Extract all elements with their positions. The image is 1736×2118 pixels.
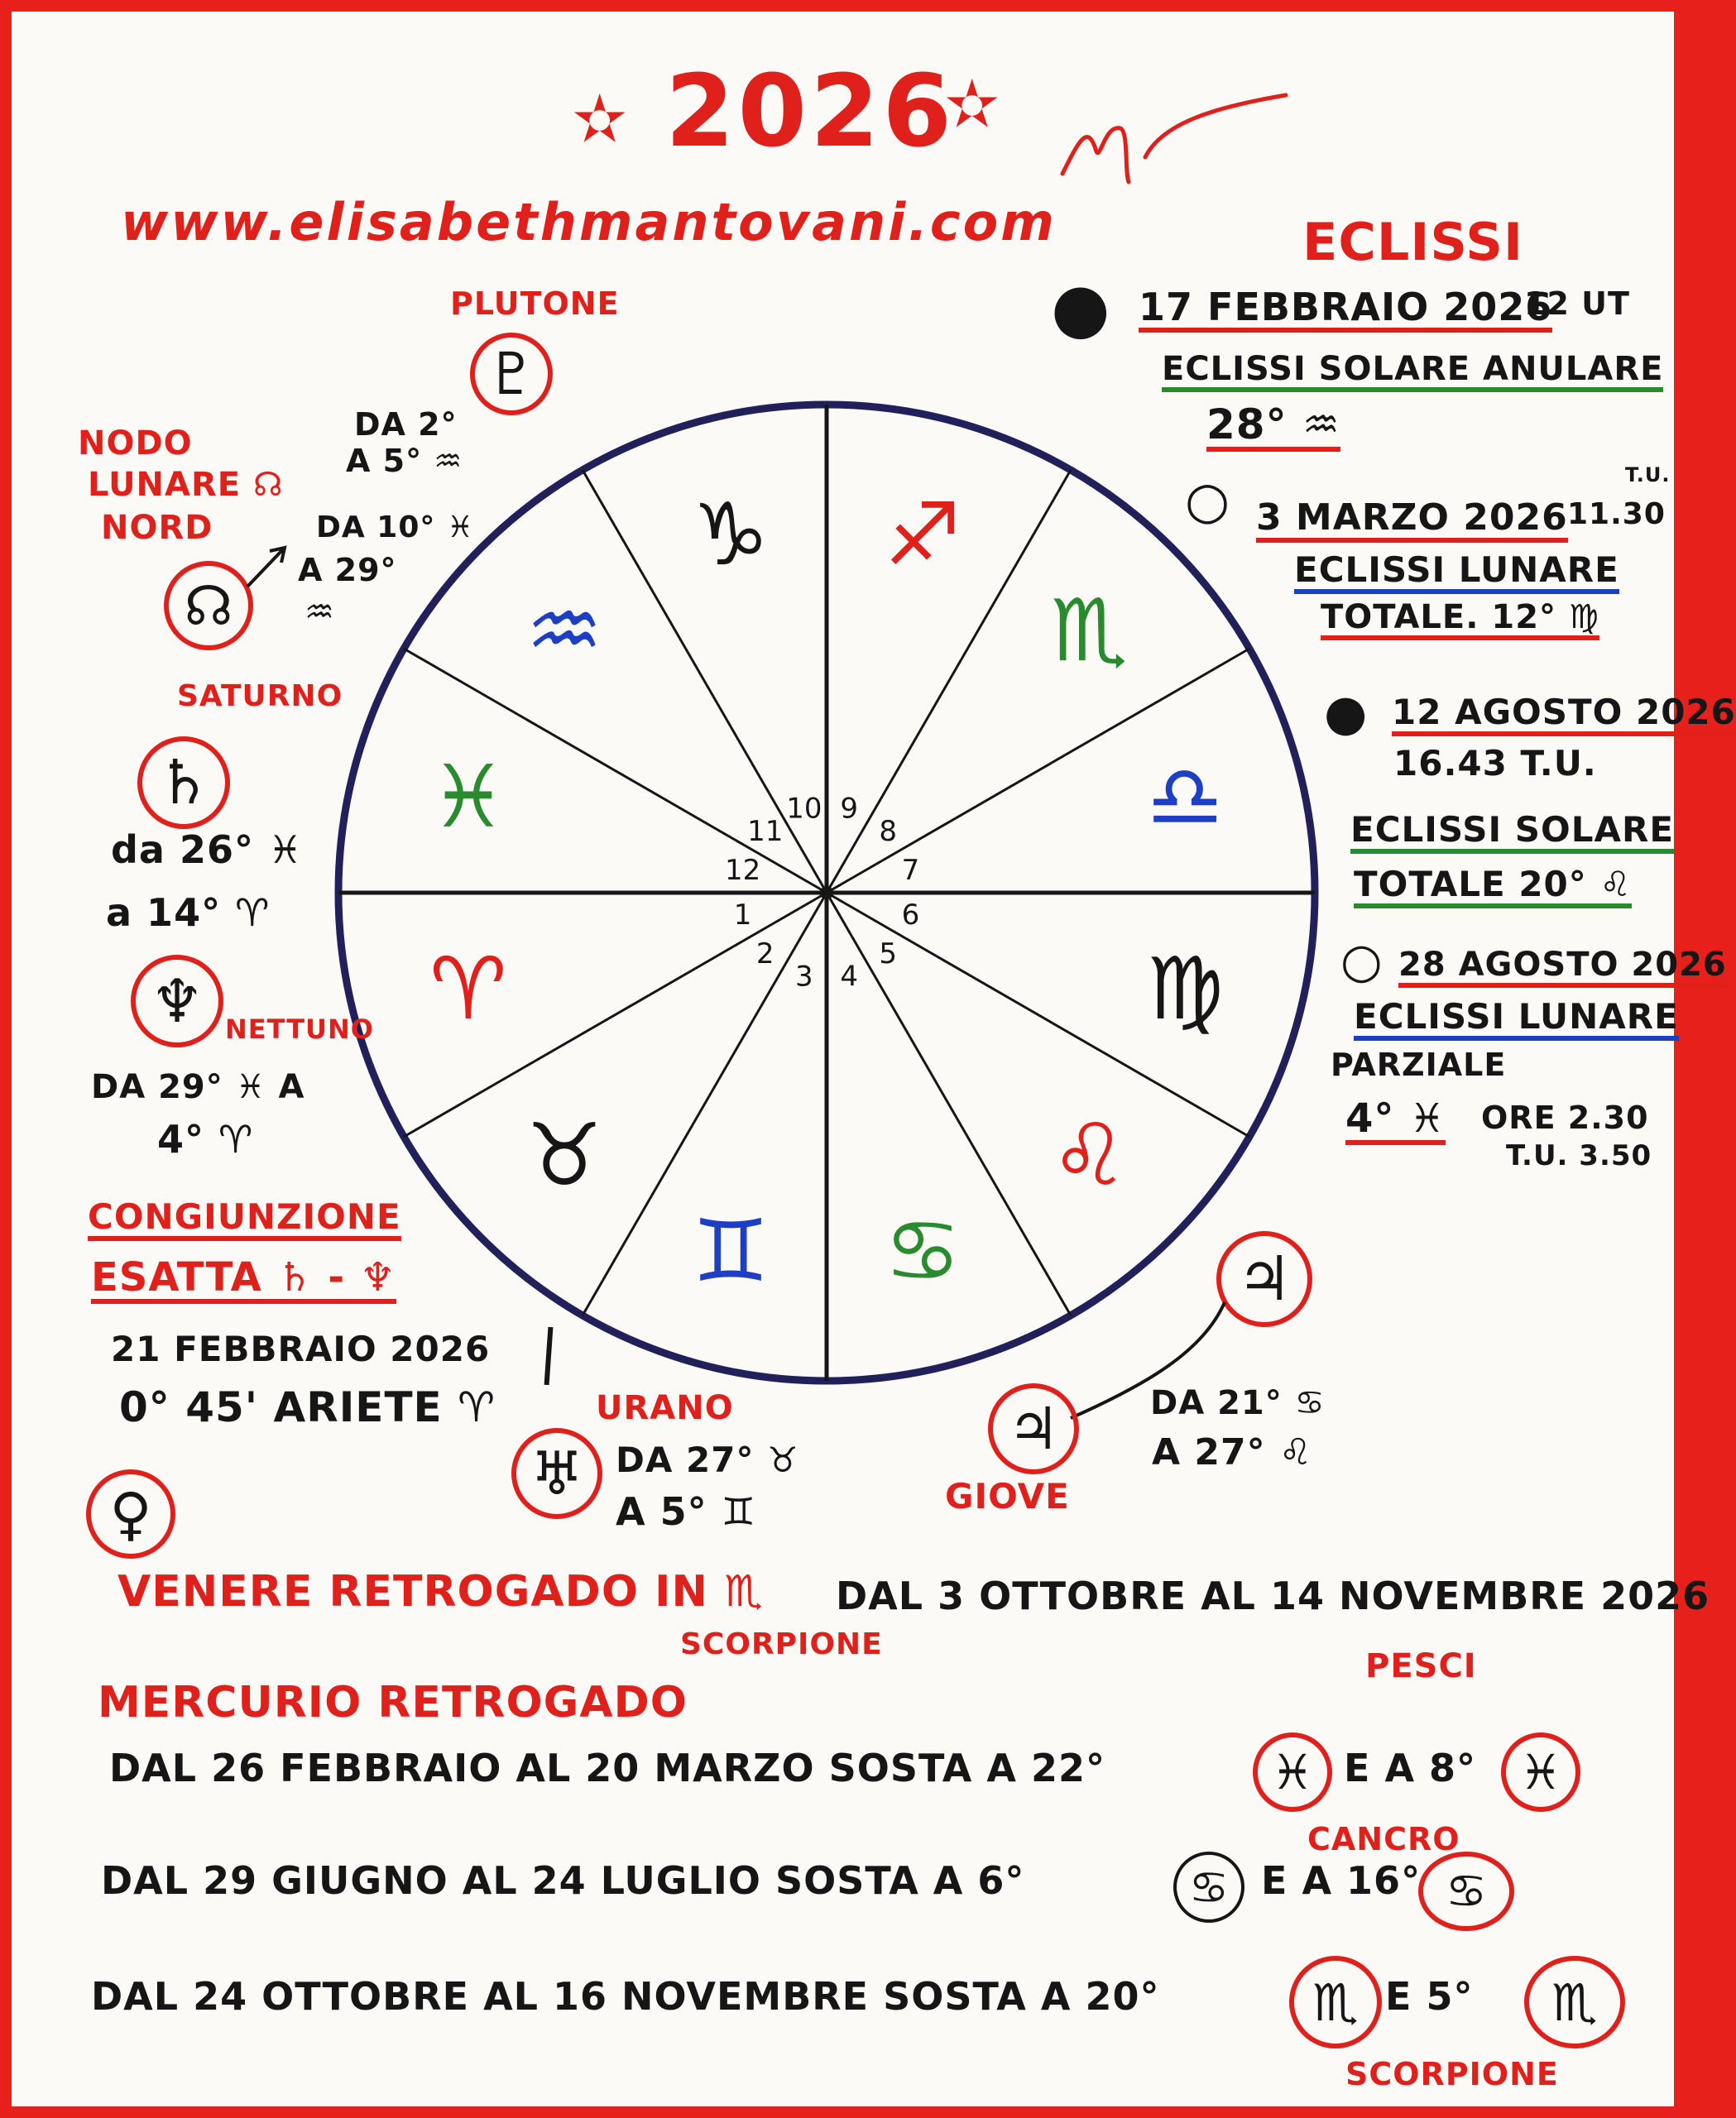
mercurio-period-1: DAL 26 FEBBRAIO AL 20 MARZO SOSTA A 22° — [109, 1746, 1106, 1790]
uranus-icon: ♅ — [511, 1428, 602, 1519]
north-node-icon: ☊ — [164, 561, 253, 650]
nodo-label-2: LUNARE ☊ — [88, 466, 284, 504]
saturno-range-2: a 14° ♈ — [106, 890, 271, 935]
house-number-12: 12 — [724, 853, 761, 887]
eclipse2-type: ECLISSI LUNARE — [1294, 553, 1619, 594]
pesci-label: PESCI — [1365, 1647, 1477, 1685]
house-number-11: 11 — [747, 814, 784, 848]
pisces-sign-icon: ♓ — [429, 745, 507, 847]
eclipse2-position: TOTALE. 12° ♍ — [1321, 601, 1599, 640]
star-right-icon: ✫ — [945, 68, 1000, 142]
mercurio-period-3-mid: E 5° — [1385, 1974, 1474, 2019]
mercurio-period-2-mid: E A 16° — [1261, 1858, 1422, 1903]
node-arrow-icon — [243, 541, 293, 591]
aries-sign-icon: ♈ — [429, 938, 507, 1040]
eclipse4-date: 28 AGOSTO 2026 — [1398, 948, 1727, 988]
urano-range-2: A 5° ♊ — [616, 1489, 756, 1534]
saturno-label: SATURNO — [177, 679, 343, 713]
eclipse3-time: 16.43 T.U. — [1393, 743, 1597, 783]
eclipse1-position: 28° ♒ — [1206, 404, 1340, 452]
cancer-icon-1: ♋ — [1173, 1852, 1244, 1923]
eclissi-title: ECLISSI — [1302, 212, 1524, 272]
sagittarius-sign-icon: ♐ — [884, 483, 962, 585]
nodo-range-3: ♒ — [305, 593, 335, 631]
venus-icon: ♀ — [86, 1469, 175, 1559]
urano-range-1: DA 27° ♉ — [616, 1440, 799, 1480]
eclipse2-date: 3 MARZO 2026 — [1256, 500, 1568, 543]
house-number-5: 5 — [879, 937, 898, 971]
congiunzione-line1: CONGIUNZIONE — [88, 1200, 401, 1241]
house-number-10: 10 — [786, 792, 822, 826]
nettuno-range-1: DA 29° ♓ A — [91, 1068, 305, 1106]
pluto-icon: ♇ — [470, 333, 553, 415]
aquarius-sign-icon: ♒ — [525, 579, 603, 681]
star-left-icon: ✫ — [573, 83, 627, 157]
eclipse3-date: 12 AGOSTO 2026 — [1392, 695, 1736, 736]
giove-label: GIOVE — [945, 1476, 1070, 1517]
neptune-icon: ♆ — [131, 955, 223, 1047]
house-number-9: 9 — [840, 792, 858, 826]
giove-range-1: DA 21° ♋ — [1150, 1384, 1326, 1422]
eclipse1-date: 17 FEBBRAIO 2026 — [1139, 288, 1552, 333]
eclipse4-position: 4° ♓ — [1345, 1099, 1446, 1145]
scorpio-sign-icon: ♏ — [1050, 579, 1128, 681]
house-number-6: 6 — [901, 898, 920, 932]
year-title: 2026 — [665, 55, 955, 170]
scorpio-icon-2: ♏ — [1524, 1956, 1625, 2049]
capricorn-sign-icon: ♑ — [692, 483, 770, 585]
eclipse4-time1: ORE 2.30 — [1481, 1100, 1649, 1136]
solar-eclipse-icon-2: ● — [1324, 684, 1368, 742]
congiunzione-line2: ESATTA ♄ - ♆ — [91, 1258, 396, 1304]
venere-scorpione-label: SCORPIONE — [680, 1627, 883, 1661]
eclipse4-type: ECLISSI LUNARE — [1354, 999, 1679, 1041]
pisces-icon-1: ♓ — [1253, 1732, 1332, 1812]
plutone-label: PLUTONE — [450, 285, 620, 322]
cancer-icon-2: ♋ — [1418, 1852, 1514, 1931]
cancro-label: CANCRO — [1307, 1821, 1460, 1857]
mercurio-title: MERCURIO RETROGADO — [98, 1678, 688, 1727]
libra-sign-icon: ♎ — [1146, 745, 1224, 847]
house-number-8: 8 — [879, 814, 898, 848]
mercurio-period-3: DAL 24 OTTOBRE AL 16 NOVEMBRE SOSTA A 20° — [91, 1974, 1160, 2019]
jupiter-icon-top: ♃ — [1216, 1231, 1312, 1327]
leo-sign-icon: ♌ — [1050, 1105, 1128, 1206]
lunar-eclipse-icon-2: ○ — [1340, 932, 1383, 989]
eclipse4-kind: PARZIALE — [1331, 1047, 1507, 1083]
virgo-sign-icon: ♍ — [1146, 938, 1224, 1040]
jupiter-icon-bottom: ♃ — [988, 1383, 1079, 1474]
nodo-label-1: NODO — [78, 424, 193, 462]
eclipse1-time: 12 UT — [1524, 285, 1630, 322]
house-number-3: 3 — [795, 960, 813, 994]
nodo-range-1: DA 10° ♓ — [316, 510, 475, 544]
nodo-label-3: NORD — [101, 509, 213, 547]
poster-sheet — [12, 12, 1736, 2106]
taurus-sign-icon: ♉ — [525, 1105, 603, 1206]
congiunzione-date: 21 FEBBRAIO 2026 — [111, 1329, 491, 1369]
pisces-icon-2: ♓ — [1501, 1732, 1580, 1812]
saturn-icon: ♄ — [137, 736, 230, 829]
house-number-4: 4 — [840, 960, 858, 994]
nodo-range-2: A 29° — [298, 552, 397, 588]
eclipse3-position: TOTALE 20° ♌ — [1354, 867, 1632, 908]
house-number-2: 2 — [755, 937, 774, 971]
nettuno-range-2: 4° ♈ — [157, 1117, 254, 1162]
wheel-center-dot — [820, 886, 833, 899]
signature-icon — [1046, 91, 1294, 190]
lunar-eclipse-icon-1: ○ — [1185, 470, 1230, 530]
plutone-range-1: DA 2° — [354, 406, 458, 443]
scorpione-label: SCORPIONE — [1345, 2056, 1559, 2092]
eclipse2-time: 11.30 — [1567, 497, 1666, 531]
nettuno-label: NETTUNO — [225, 1013, 374, 1045]
solar-eclipse-icon-1: ● — [1051, 269, 1110, 347]
cancer-sign-icon: ♋ — [884, 1200, 962, 1302]
mercurio-period-2: DAL 29 GIUGNO AL 24 LUGLIO SOSTA A 6° — [101, 1858, 1025, 1903]
giove-range-2: A 27° ♌ — [1152, 1431, 1313, 1473]
congiunzione-position: 0° 45' ARIETE ♈ — [119, 1383, 496, 1431]
house-number-1: 1 — [733, 898, 752, 932]
eclipse3-type: ECLISSI SOLARE — [1350, 812, 1674, 854]
house-number-7: 7 — [901, 853, 920, 887]
venere-dates: DAL 3 OTTOBRE AL 14 NOVEMBRE 2026 — [836, 1574, 1710, 1618]
eclipse1-type: ECLISSI SOLARE ANULARE — [1162, 352, 1663, 392]
urano-label: URANO — [596, 1389, 734, 1427]
website-url: www.elisabethmantovani.com — [121, 192, 1057, 252]
venere-retrogrado-text: VENERE RETROGADO IN ♏ — [117, 1567, 764, 1617]
eclipse4-time2: T.U. 3.50 — [1506, 1139, 1652, 1172]
eclipse2-tu: T.U. — [1625, 463, 1671, 486]
plutone-range-2: A 5° ♒ — [346, 443, 463, 479]
scorpio-icon-1: ♏ — [1289, 1956, 1382, 2049]
gemini-sign-icon: ♊ — [692, 1200, 770, 1302]
saturno-range-1: da 26° ♓ — [111, 827, 304, 872]
mercurio-period-1-mid: E A 8° — [1344, 1746, 1477, 1790]
